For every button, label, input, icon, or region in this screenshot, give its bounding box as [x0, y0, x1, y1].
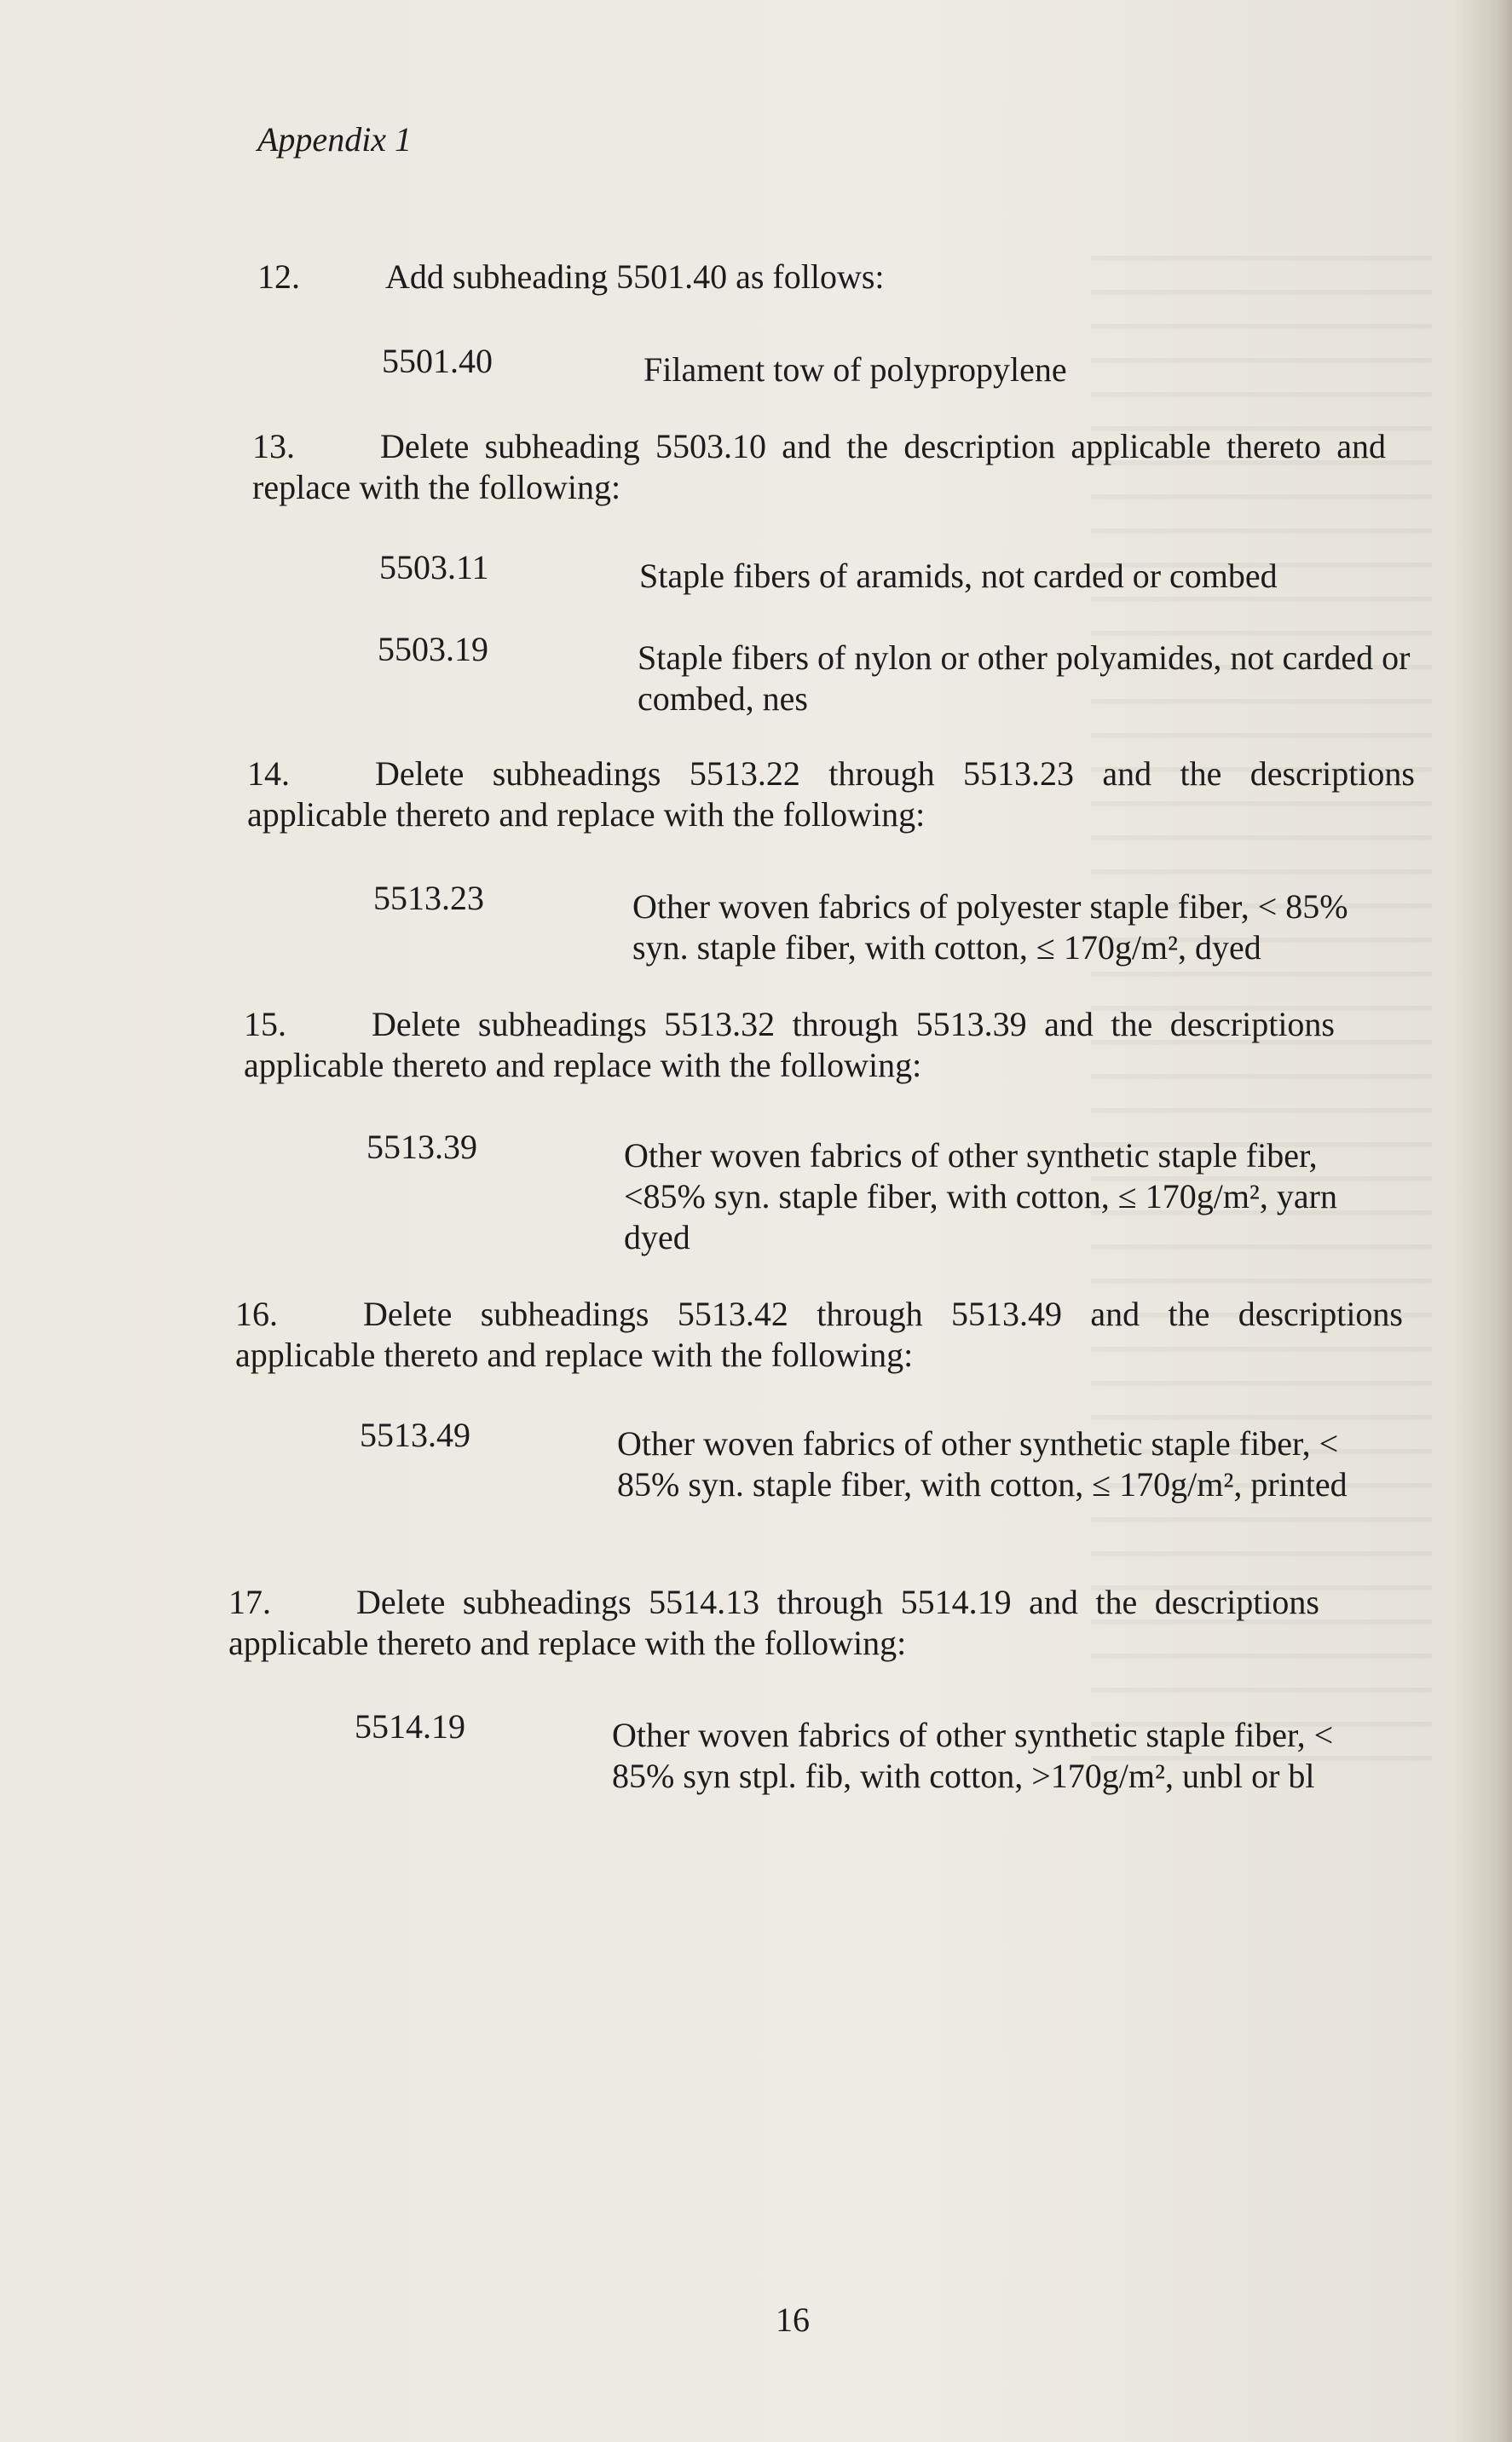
subheading-description: Staple fibers of nylon or other polyamides, not carded or combed, nes [638, 638, 1411, 718]
section-instruction: Delete subheadings 5513.32 through 5513.39 and the descriptions applicable thereto and replace with the following: [244, 1005, 1335, 1084]
subheading-code: 5513.49 [360, 1416, 470, 1454]
subheading-code: 5503.19 [378, 630, 488, 668]
section-number: 12. [257, 257, 300, 296]
section-instruction: Add subheading 5501.40 as follows: [385, 257, 885, 296]
section-number: 14. [247, 754, 290, 793]
section-instruction: Delete subheadings 5514.13 through 5514.19 and the descriptions applicable thereto and replace with the following: [228, 1583, 1319, 1662]
section-15 [244, 1004, 1335, 1086]
subheading-description: Staple fibers of aramids, not carded or combed [639, 557, 1278, 595]
subheading-description: Other woven fabrics of other synthetic staple fiber, <85% syn. staple fiber, with cotton, ≤ 170g/m², yarn dyed [624, 1136, 1337, 1256]
subheading-description: Other woven fabrics of other synthetic staple fiber, < 85% syn. staple fiber, with cotton, ≤ 170g/m², printed [617, 1424, 1348, 1504]
section-number: 16. [235, 1295, 278, 1333]
subheading-code: 5501.40 [382, 342, 493, 380]
page-number: 16 [776, 2301, 810, 2339]
section-number: 13. [252, 427, 295, 465]
subheading-code: 5514.19 [355, 1707, 465, 1746]
subheading-code: 5503.11 [379, 548, 489, 586]
running-head: Appendix 1 [257, 120, 413, 159]
section-number: 17. [228, 1583, 271, 1621]
subheading-description: Other woven fabrics of other synthetic staple fiber, < 85% syn stpl. fib, with cotton, >170g/m², unbl or bl [612, 1716, 1334, 1795]
section-number: 15. [244, 1005, 286, 1043]
section-instruction: Delete subheading 5503.10 and the description applicable thereto and replace with the following: [252, 427, 1386, 506]
section-12 [257, 256, 885, 298]
section-instruction: Delete subheadings 5513.42 through 5513.49 and the descriptions applicable thereto and replace with the following: [235, 1295, 1403, 1374]
section-instruction: Delete subheadings 5513.22 through 5513.23 and the descriptions applicable thereto and replace with the following: [247, 754, 1415, 834]
section-16 [235, 1294, 1403, 1376]
subheading-code: 5513.39 [366, 1128, 477, 1166]
section-14 [247, 753, 1415, 835]
subheading-description: Filament tow of polypropylene [643, 350, 1067, 389]
section-17 [228, 1582, 1319, 1664]
subheading-code: 5513.23 [373, 879, 484, 917]
subheading-description: Other woven fabrics of polyester staple fiber, < 85% syn. staple fiber, with cotton, ≤ 170g/m², dyed [632, 887, 1348, 967]
section-13 [252, 426, 1386, 508]
